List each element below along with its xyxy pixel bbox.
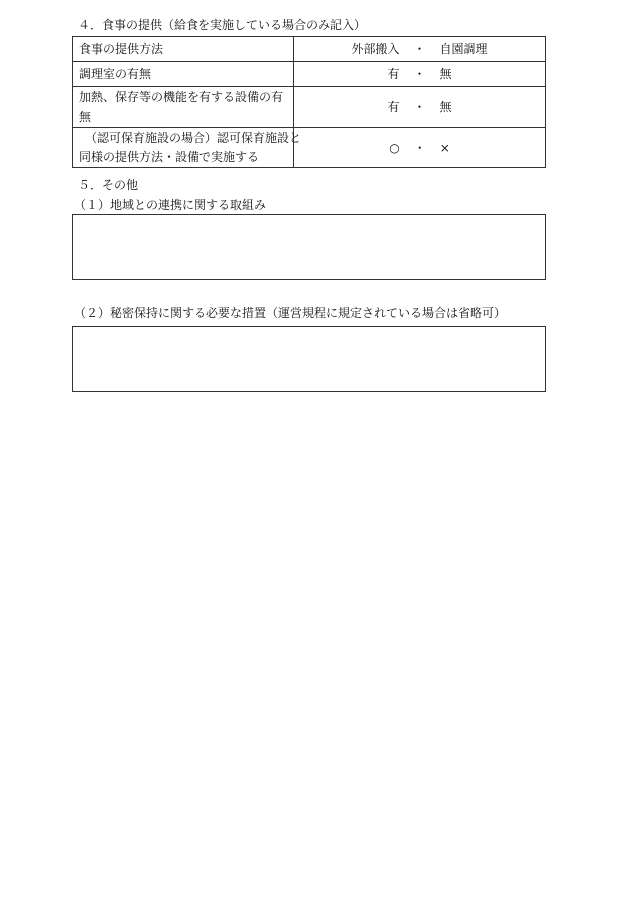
- licensed-facility-label-line2: 同様の提供方法・設備で実施する: [79, 149, 260, 164]
- table-row: [73, 128, 546, 168]
- meal-method-label: 食事の提供方法: [73, 37, 294, 62]
- option-in-house-cooking[interactable]: 自園調理: [439, 42, 488, 56]
- community-collaboration-heading: （１）地域との連携に関する取組み: [74, 198, 267, 212]
- meal-provision-table: [72, 36, 546, 168]
- option-separator: ・: [413, 42, 426, 56]
- confidentiality-measures-field[interactable]: [72, 326, 546, 392]
- equipment-presence-options: [294, 87, 546, 128]
- licensed-facility-label-line1: （認可保育施設の場合）認可保育施設と: [85, 130, 302, 145]
- confidentiality-measures-heading: （２）秘密保持に関する必要な措置（運営規程に規定されている場合は省略可）: [74, 306, 507, 320]
- option-separator: ・: [413, 140, 426, 155]
- section4-heading: ４．食事の提供（給食を実施している場合のみ記入）: [78, 18, 367, 32]
- option-yes[interactable]: 有: [387, 100, 400, 114]
- option-yes[interactable]: 有: [387, 67, 400, 81]
- equipment-presence-label: 加熱、保存等の機能を有する設備の有無: [73, 87, 294, 128]
- meal-method-options: [294, 37, 546, 62]
- option-cross[interactable]: ×: [439, 140, 450, 155]
- option-circle[interactable]: ○: [389, 140, 400, 155]
- option-no[interactable]: 無: [439, 100, 452, 114]
- licensed-facility-label: [73, 128, 302, 168]
- kitchen-presence-options: [294, 62, 546, 87]
- option-separator: ・: [413, 67, 426, 81]
- table-row: [73, 87, 546, 128]
- kitchen-presence-label: 調理室の有無: [73, 62, 294, 87]
- section5-heading: ５．その他: [78, 178, 139, 192]
- community-collaboration-field[interactable]: [72, 214, 546, 280]
- licensed-facility-options: [294, 128, 546, 168]
- option-external-delivery[interactable]: 外部搬入: [351, 42, 400, 56]
- table-row: [73, 62, 546, 87]
- option-no[interactable]: 無: [439, 67, 452, 81]
- table-row: [73, 37, 546, 62]
- option-separator: ・: [413, 100, 426, 114]
